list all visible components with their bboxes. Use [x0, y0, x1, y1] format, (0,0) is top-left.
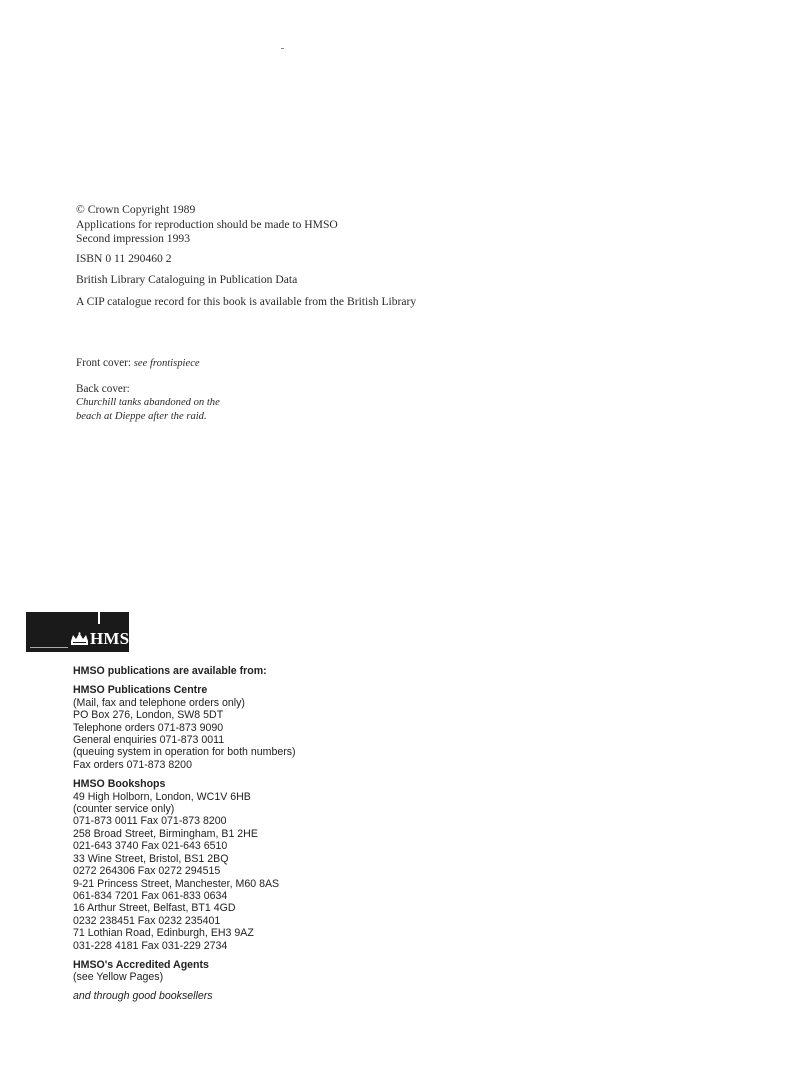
front-cover-label: Front cover: [76, 357, 134, 369]
front-cover-note [76, 357, 220, 371]
section-title: HMSO's Accredited Agents [73, 958, 209, 971]
address-line: 71 Lothian Road, Edinburgh, EH3 9AZ [73, 927, 254, 940]
address-line: 0272 264306 Fax 0272 294515 [73, 865, 221, 878]
scan-speck [281, 48, 284, 49]
address-line: 49 High Holborn, London, WC1V 6HB [73, 790, 251, 803]
address-line: 16 Arthur Street, Belfast, BT1 4GD [73, 902, 236, 915]
section-title: HMSO Publications Centre [73, 684, 208, 697]
back-cover-caption-line: beach at Dieppe after the raid. [76, 410, 207, 422]
address-line: 258 Broad Street, Birmingham, B1 2HE [73, 827, 258, 840]
address-line: (counter service only) [73, 803, 175, 816]
address-line: 33 Wine Street, Bristol, BS1 2BQ [73, 852, 229, 865]
address-line: General enquiries 071-873 0011 [73, 734, 225, 747]
availability-block [73, 665, 296, 1002]
address-line: PO Box 276, London, SW8 5DT [73, 709, 224, 722]
cip-line: A CIP catalogue record for this book is available from the British Library [76, 294, 417, 308]
address-line: 071-873 0011 Fax 071-873 8200 [73, 815, 227, 828]
copyright-block [76, 203, 416, 310]
address-line: Fax orders 071-873 8200 [73, 758, 192, 771]
impression-line: Second impression 1993 [76, 232, 190, 246]
address-line: (Mail, fax and telephone orders only) [73, 696, 245, 709]
publications-centre [73, 684, 296, 771]
address-line: 0232 238451 Fax 0232 235401 [73, 914, 221, 927]
address-line: 021-643 3740 Fax 021-643 6510 [73, 840, 228, 853]
isbn-line: ISBN 0 11 290460 2 [76, 251, 172, 265]
front-cover-text: see frontispiece [133, 358, 200, 369]
address-line: 061-834 7201 Fax 061-833 0634 [73, 889, 228, 902]
address-line: Telephone orders 071-873 9090 [73, 721, 224, 734]
covers-block [76, 357, 220, 423]
bookshops [73, 778, 296, 952]
booksellers-note: and through good booksellers [73, 989, 213, 1002]
address-line: (queuing system in operation for both numbers) [73, 746, 296, 759]
copyright-line: © Crown Copyright 1989 [76, 203, 196, 216]
accredited-agents [73, 959, 296, 984]
logo-rule [30, 647, 68, 648]
crown-icon [70, 632, 89, 646]
cataloguing-line: British Library Cataloguing in Publication Data [76, 273, 298, 287]
back-cover-caption-line: Churchill tanks abandoned on the [76, 397, 220, 409]
address-line: (see Yellow Pages) [73, 971, 164, 984]
logo-bar [98, 612, 100, 624]
address-line: 031-228 4181 Fax 031-229 2734 [73, 939, 228, 952]
availability-heading: HMSO publications are available from: [73, 665, 267, 677]
address-line: 9-21 Princess Street, Manchester, M60 8AS [73, 877, 280, 890]
reproduction-line: Applications for reproduction should be made to HMSO [76, 217, 338, 231]
section-title: HMSO Bookshops [73, 778, 166, 791]
hmso-logo [26, 612, 143, 652]
back-cover-label: Back cover: [76, 382, 130, 395]
logo-text: HMSO [90, 629, 143, 648]
